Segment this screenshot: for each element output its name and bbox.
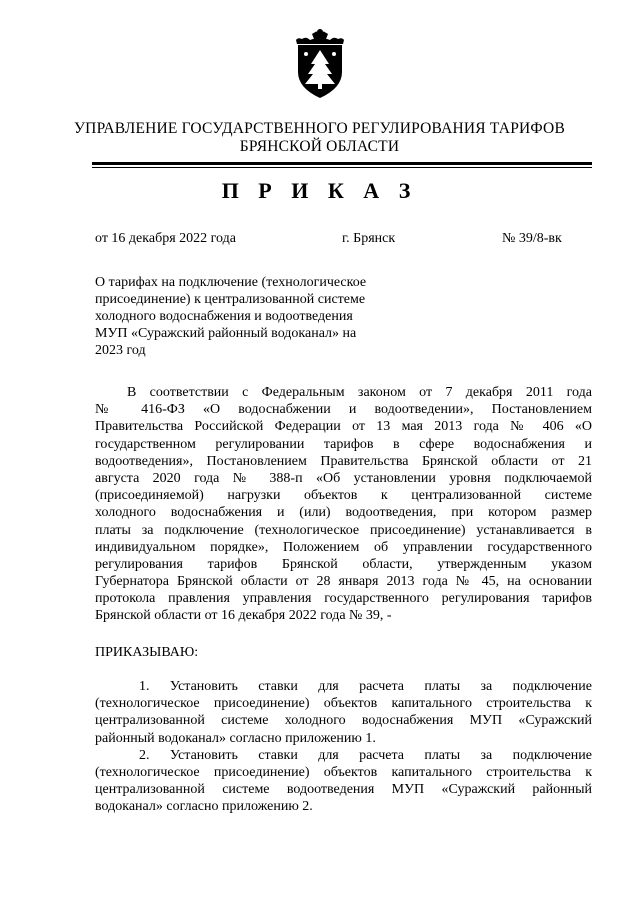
subject-line: присоединение) к централизованной системе — [95, 292, 366, 307]
preamble-line: холодного водоснабжения и (или) водоотведения, при котором размер — [95, 505, 592, 521]
order-directive-heading: ПРИКАЗЫВАЮ: — [95, 645, 199, 660]
item1-line: районный водоканал» согласно приложению 1. — [95, 730, 376, 746]
subject-line: холодного водоснабжения и водоотведения — [95, 309, 353, 324]
preamble-paragraph — [95, 384, 592, 625]
preamble-line: платы за подключение (технологическое присоединение) устанавливается в — [95, 522, 592, 538]
organization-name-line2: БРЯНСКОЙ ОБЛАСТИ — [239, 138, 400, 155]
preamble-line: августа 2020 года № 388-п «Об установлении уровня подключаемой — [95, 470, 592, 486]
order-city: г. Брянск — [342, 231, 396, 246]
preamble-line: № 416-ФЗ «О водоснабжении и водоотведении», Постановлением — [95, 402, 592, 418]
document-title: П Р И К А З — [221, 178, 418, 203]
item1-line: (технологическое присоединение) объектов капитального строительства к — [95, 696, 592, 712]
item2-line: 2. Установить ставки для расчета платы за подключение — [139, 747, 592, 763]
preamble-line: протокола правления управления государственного регулирования тарифов — [95, 591, 592, 607]
coat-of-arms-emblem — [290, 26, 350, 100]
item1-line: 1. Установить ставки для расчета платы за подключение — [139, 679, 592, 694]
item2-line: водоканал» согласно приложению 2. — [95, 799, 313, 815]
preamble-line: (присоединяемой) нагрузки объектов к централизованной системе — [95, 488, 592, 504]
item2-line: (технологическое присоединение) объектов капитального строительства к — [95, 764, 592, 780]
subject-line: 2023 год — [95, 343, 146, 358]
organization-name-line1: УПРАВЛЕНИЕ ГОСУДАРСТВЕННОГО РЕГУЛИРОВАНИЯ ТАРИФОВ — [74, 120, 565, 137]
preamble-line: регулирования тарифов Брянской области, утвержденным указом — [95, 556, 592, 572]
preamble-line: Правительства Российской Федерации от 13 мая 2013 года № 406 «О — [95, 419, 592, 435]
header-rule-thick — [92, 162, 592, 165]
preamble-line: индивидуальном порядке», Положением об управлении государственного — [95, 539, 592, 555]
preamble-line: водоотведения», Постановлением Правительства Брянской области от 21 — [95, 453, 592, 469]
subject-line: О тарифах на подключение (технологическое — [95, 275, 367, 290]
order-items — [95, 678, 592, 816]
item1-line: централизованной системе холодного водоснабжения МУП «Суражский — [95, 713, 592, 729]
order-subject — [95, 274, 405, 359]
preamble-line: В соответствии с Федеральным законом от 7 декабря 2011 года — [127, 385, 592, 400]
preamble-line: государственном регулировании тарифов в сфере водоснабжения и — [95, 436, 592, 452]
header-rule-thin — [92, 167, 592, 168]
order-number: № 39/8-вк — [502, 231, 562, 246]
subject-line: МУП «Суражский районный водоканал» на — [95, 326, 357, 341]
item2-line: централизованной системе водоотведения МУП «Суражский районный — [95, 782, 592, 798]
preamble-line: Брянской области от 16 декабря 2022 года № 39, - — [95, 608, 392, 624]
preamble-line: Губернатора Брянской области от 28 января 2013 года № 45, на основании — [95, 574, 592, 590]
order-date: от 16 декабря 2022 года — [95, 231, 236, 246]
